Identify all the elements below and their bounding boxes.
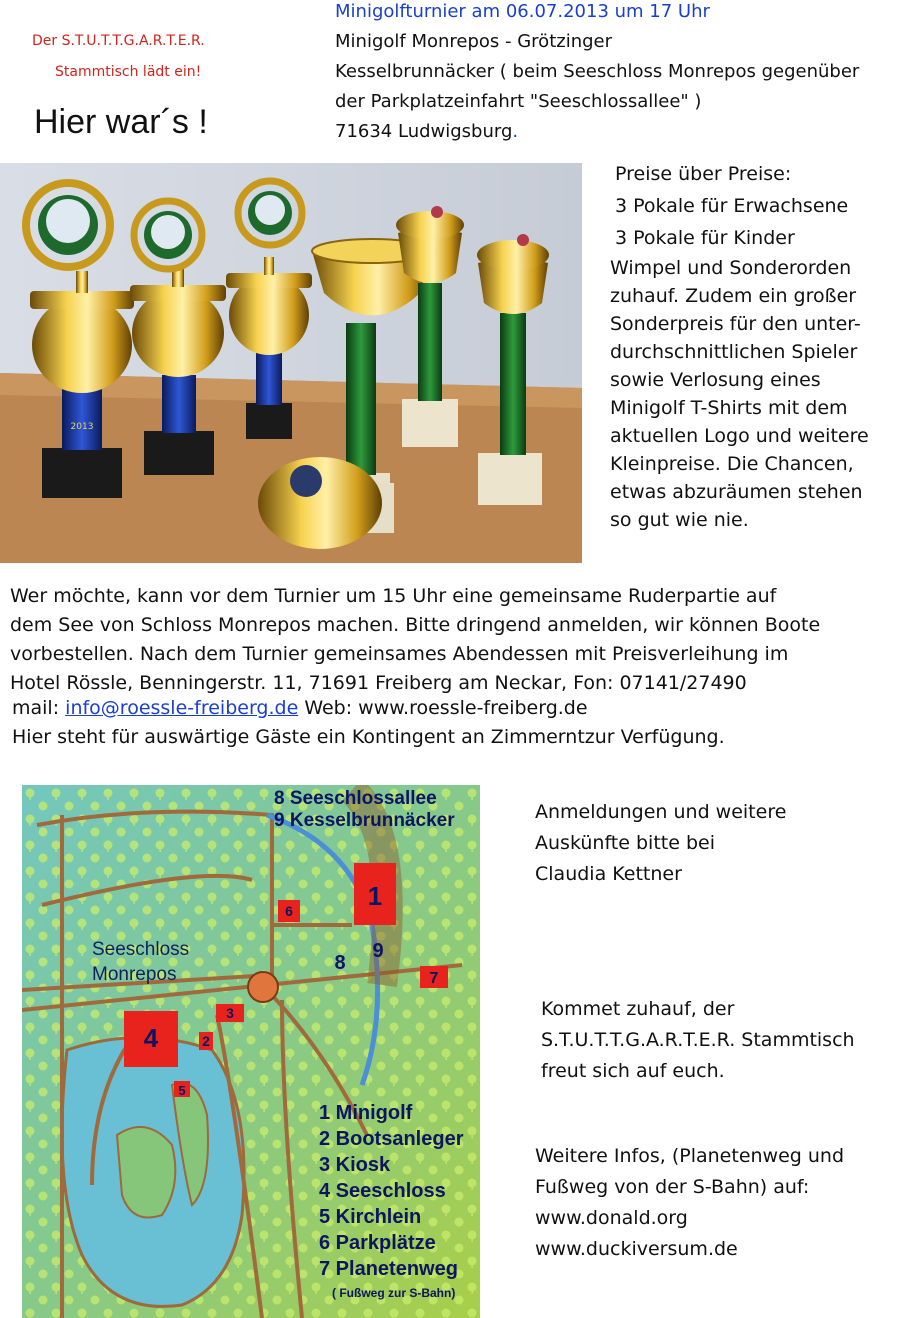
links-text <box>535 1141 844 1265</box>
closing-line: S.T.U.T.T.G.A.R.T.E.R. Stammtisch <box>541 1029 855 1051</box>
svg-text:( Fußweg zur S-Bahn): ( Fußweg zur S-Bahn) <box>332 1286 456 1300</box>
contact-line: Claudia Kettner <box>535 863 682 885</box>
club-name: Der S.T.U.T.T.G.A.R.T.E.R. <box>32 33 205 49</box>
club-invite: Stammtisch lädt ein! <box>55 64 202 80</box>
prize-line: Minigolf T-Shirts mit dem <box>610 397 848 419</box>
svg-text:8 Seeschlossallee: 8 Seeschlossallee <box>274 788 437 809</box>
svg-text:Seeschloss: Seeschloss <box>92 939 190 960</box>
trophy-photo <box>0 163 582 563</box>
prize-line: Sonderpreis für den unter- <box>610 313 861 335</box>
prize-line: zuhauf. Zudem ein großer <box>610 285 857 307</box>
prize-line: 3 Pokale für Erwachsene <box>615 195 849 217</box>
address-line: 71634 Ludwigsburg. <box>335 121 519 142</box>
mail-label: mail: <box>12 697 60 719</box>
headline: Hier war´s ! <box>34 103 208 141</box>
mail-link[interactable]: info@roessle-freiberg.de <box>65 697 299 719</box>
info-paragraph <box>10 582 820 698</box>
website-link-duckiversum[interactable]: www.duckiversum.de <box>535 1238 738 1260</box>
svg-text:8: 8 <box>334 952 346 974</box>
prize-line: Wimpel und Sonderorden <box>610 257 852 279</box>
rooms-line: Hier steht für auswärtige Gäste ein Kontingent an Zimmerntzur Verfügung. <box>12 726 725 748</box>
svg-text:2: 2 <box>202 1033 210 1049</box>
event-title: Minigolfturnier am 06.07.2013 um 17 Uhr <box>335 1 710 22</box>
svg-text:1: 1 <box>367 881 383 911</box>
svg-text:5 Kirchlein: 5 Kirchlein <box>319 1206 422 1228</box>
prize-line: Preise über Preise: <box>615 163 792 185</box>
svg-text:7 Planetenweg: 7 Planetenweg <box>319 1258 458 1280</box>
park-map <box>22 785 480 1318</box>
info-line: dem See von Schloss Monrepos machen. Bitte dringend anmelden, wir können Boote <box>10 614 821 636</box>
mail-line <box>12 697 588 719</box>
svg-text:6: 6 <box>285 903 293 919</box>
prize-line: aktuellen Logo und weitere <box>610 425 869 447</box>
links-line: Fußweg von der S-Bahn) auf: <box>535 1176 810 1198</box>
svg-text:2 Bootsanleger: 2 Bootsanleger <box>319 1128 464 1150</box>
address-line: Minigolf Monrepos - Grötzinger <box>335 31 613 52</box>
event-address <box>335 27 859 147</box>
svg-text:5: 5 <box>178 1083 186 1098</box>
prize-line: etwas abzuräumen stehen <box>610 481 863 503</box>
closing-line: freut sich auf euch. <box>541 1060 725 1082</box>
web-label: Web: www.roessle-freiberg.de <box>304 697 588 719</box>
contact-line: Anmeldungen und weitere <box>535 801 787 823</box>
svg-text:4: 4 <box>143 1023 159 1053</box>
prize-line: sowie Verlosung eines <box>610 369 821 391</box>
info-line: vorbestellen. Nach dem Turnier gemeinsames Abendessen mit Preisverleihung im <box>10 643 789 665</box>
closing-line: Kommet zuhauf, der <box>541 998 735 1020</box>
prizes-details <box>610 254 869 534</box>
svg-text:3 Kiosk: 3 Kiosk <box>319 1154 391 1176</box>
address-line: Kesselbrunnäcker ( beim Seeschloss Monrepos gegenüber <box>335 61 860 82</box>
address-line: der Parkplatzeinfahrt "Seeschlossallee" ) <box>335 91 702 112</box>
prize-line: Kleinpreise. Die Chancen, <box>610 453 854 475</box>
prize-line: 3 Pokale für Kinder <box>615 227 795 249</box>
info-line: Wer möchte, kann vor dem Turnier um 15 Uhr eine gemeinsame Ruderpartie auf <box>10 585 777 607</box>
prize-line: so gut wie nie. <box>610 509 749 531</box>
info-line: Hotel Rössle, Benningerstr. 11, 71691 Freiberg am Neckar, Fon: 07141/27490 <box>10 672 747 694</box>
closing-text <box>541 994 855 1087</box>
svg-text:9 Kesselbrunnäcker: 9 Kesselbrunnäcker <box>274 810 455 831</box>
svg-text:9: 9 <box>372 940 384 962</box>
links-line: Weitere Infos, (Planetenweg und <box>535 1145 845 1167</box>
website-link-donald[interactable]: www.donald.org <box>535 1207 688 1229</box>
svg-text:3: 3 <box>226 1005 234 1021</box>
contact-text <box>535 797 786 890</box>
svg-text:Monrepos: Monrepos <box>92 964 177 985</box>
prizes-text <box>615 158 848 254</box>
svg-text:7: 7 <box>429 970 439 987</box>
svg-text:2013: 2013 <box>70 422 94 432</box>
prize-line: durchschnittlichen Spieler <box>610 341 858 363</box>
svg-text:4 Seeschloss: 4 Seeschloss <box>319 1180 446 1202</box>
svg-text:1 Minigolf: 1 Minigolf <box>319 1102 413 1124</box>
svg-text:6 Parkplätze: 6 Parkplätze <box>319 1232 436 1254</box>
contact-line: Auskünfte bitte bei <box>535 832 715 854</box>
